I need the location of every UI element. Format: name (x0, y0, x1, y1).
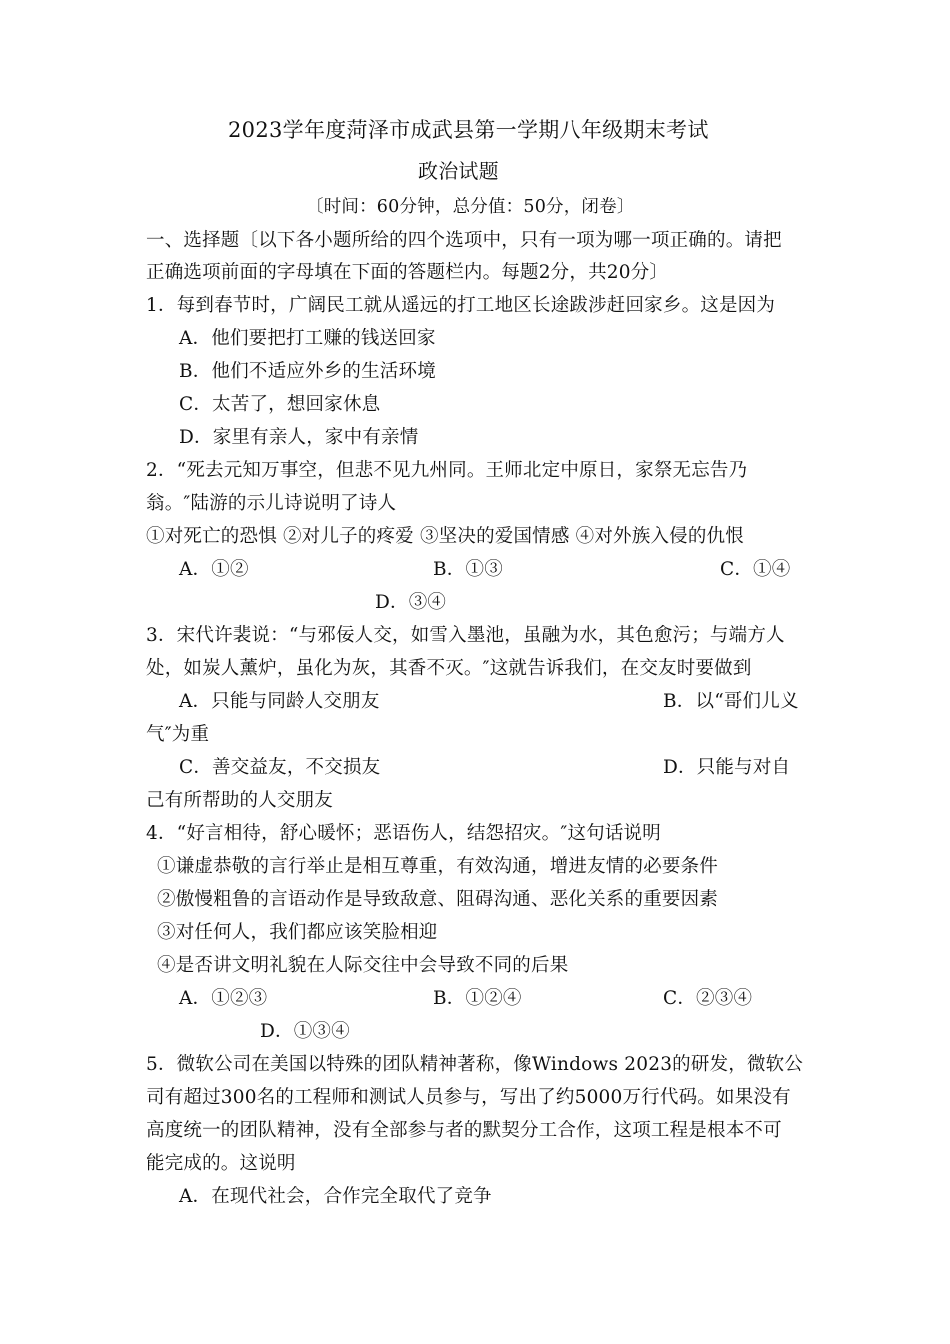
q2-option-a: A．①② (179, 559, 249, 580)
q1-option-c: C．太苦了，想回家休息 (179, 394, 381, 415)
q3-option-b-line1: B．以“哥们儿义 (663, 691, 799, 712)
q1-option-b: B．他们不适应外乡的生活环境 (179, 361, 436, 382)
q4-option-b: B．①②④ (433, 988, 522, 1009)
q4-item-2: ②傲慢粗鲁的言语动作是导致敌意、阻碍沟通、恶化关系的重要因素 (157, 889, 719, 910)
q5-stem-line4: 能完成的。这说明 (146, 1153, 296, 1174)
q1-stem: 1．每到春节时，广阔民工就从遥远的打工地区长途跋涉赶回家乡。这是因为 (146, 295, 776, 316)
exam-title: 2023学年度菏泽市成武县第一学期八年级期末考试 (228, 118, 709, 142)
q5-option-a: A．在现代社会，合作完全取代了竞争 (179, 1186, 492, 1207)
q2-option-c: C．①④ (720, 559, 791, 580)
q2-option-d: D．③④ (375, 592, 447, 613)
q3-stem-line1: 3．宋代许裴说：“与邪佞人交，如雪入墨池，虽融为水，其色愈污；与端方人 (146, 625, 785, 646)
q4-stem: 4．“好言相待，舒心暖怀；恶语伤人，结怨招灾。″这句话说明 (146, 823, 661, 844)
q4-option-a: A．①②③ (179, 988, 268, 1009)
q3-option-b-line2: 气″为重 (146, 724, 210, 745)
section-instructions-line1: 一、选择题〔以下各小题所给的四个选项中，只有一项为哪一项正确的。请把 (146, 230, 782, 251)
q5-stem-line3: 高度统一的团队精神，没有全部参与者的默契分工合作，这项工程是根本不可 (146, 1120, 782, 1141)
q3-option-c: C．善交益友，不交损友 (179, 757, 381, 778)
exam-subtitle: 政治试题 (418, 159, 499, 183)
q2-stem-line2: 翁。″陆游的示儿诗说明了诗人 (146, 493, 397, 514)
q1-option-a: A．他们要把打工赚的钱送回家 (179, 328, 436, 349)
q4-item-1: ①谦虚恭敬的言行举止是相互尊重，有效沟通，增进友情的必要条件 (157, 856, 719, 877)
q3-option-d-line1: D．只能与对自 (663, 757, 791, 778)
q5-stem-line1: 5．微软公司在美国以特殊的团队精神著称，像Windows 2023的研发，微软公 (146, 1054, 804, 1075)
q4-item-3: ③对任何人，我们都应该笑脸相迎 (157, 922, 438, 943)
q4-item-4: ④是否讲文明礼貌在人际交往中会导致不同的后果 (157, 955, 569, 976)
q1-option-d: D．家里有亲人，家中有亲情 (179, 427, 419, 448)
q3-stem-line2: 处，如炭人薰炉，虽化为灰，其香不灭。″这就告诉我们，在交友时要做到 (146, 658, 752, 679)
section-instructions-line2: 正确选项前面的字母填在下面的答题栏内。每题2分，共20分〕 (146, 262, 669, 283)
q3-option-d-line2: 己有所帮助的人交朋友 (146, 790, 334, 811)
q2-option-b: B．①③ (433, 559, 503, 580)
q2-stem-line1: 2．“死去元知万事空，但悲不见九州同。王师北定中原日，家祭无忘告乃 (146, 460, 748, 481)
q4-option-c: C．②③④ (663, 988, 753, 1009)
q4-option-d: D．①③④ (260, 1021, 350, 1042)
q5-stem-line2: 司有超过300名的工程师和测试人员参与，写出了约5000万行代码。如果没有 (146, 1087, 791, 1108)
q3-option-a: A．只能与同龄人交朋友 (179, 691, 380, 712)
exam-meta: 〔时间：60分钟，总分值：50分，闭卷〕 (306, 197, 635, 217)
q2-items: ①对死亡的恐惧 ②对儿子的疼爱 ③坚决的爱国情感 ④对外族入侵的仇恨 (146, 526, 744, 547)
